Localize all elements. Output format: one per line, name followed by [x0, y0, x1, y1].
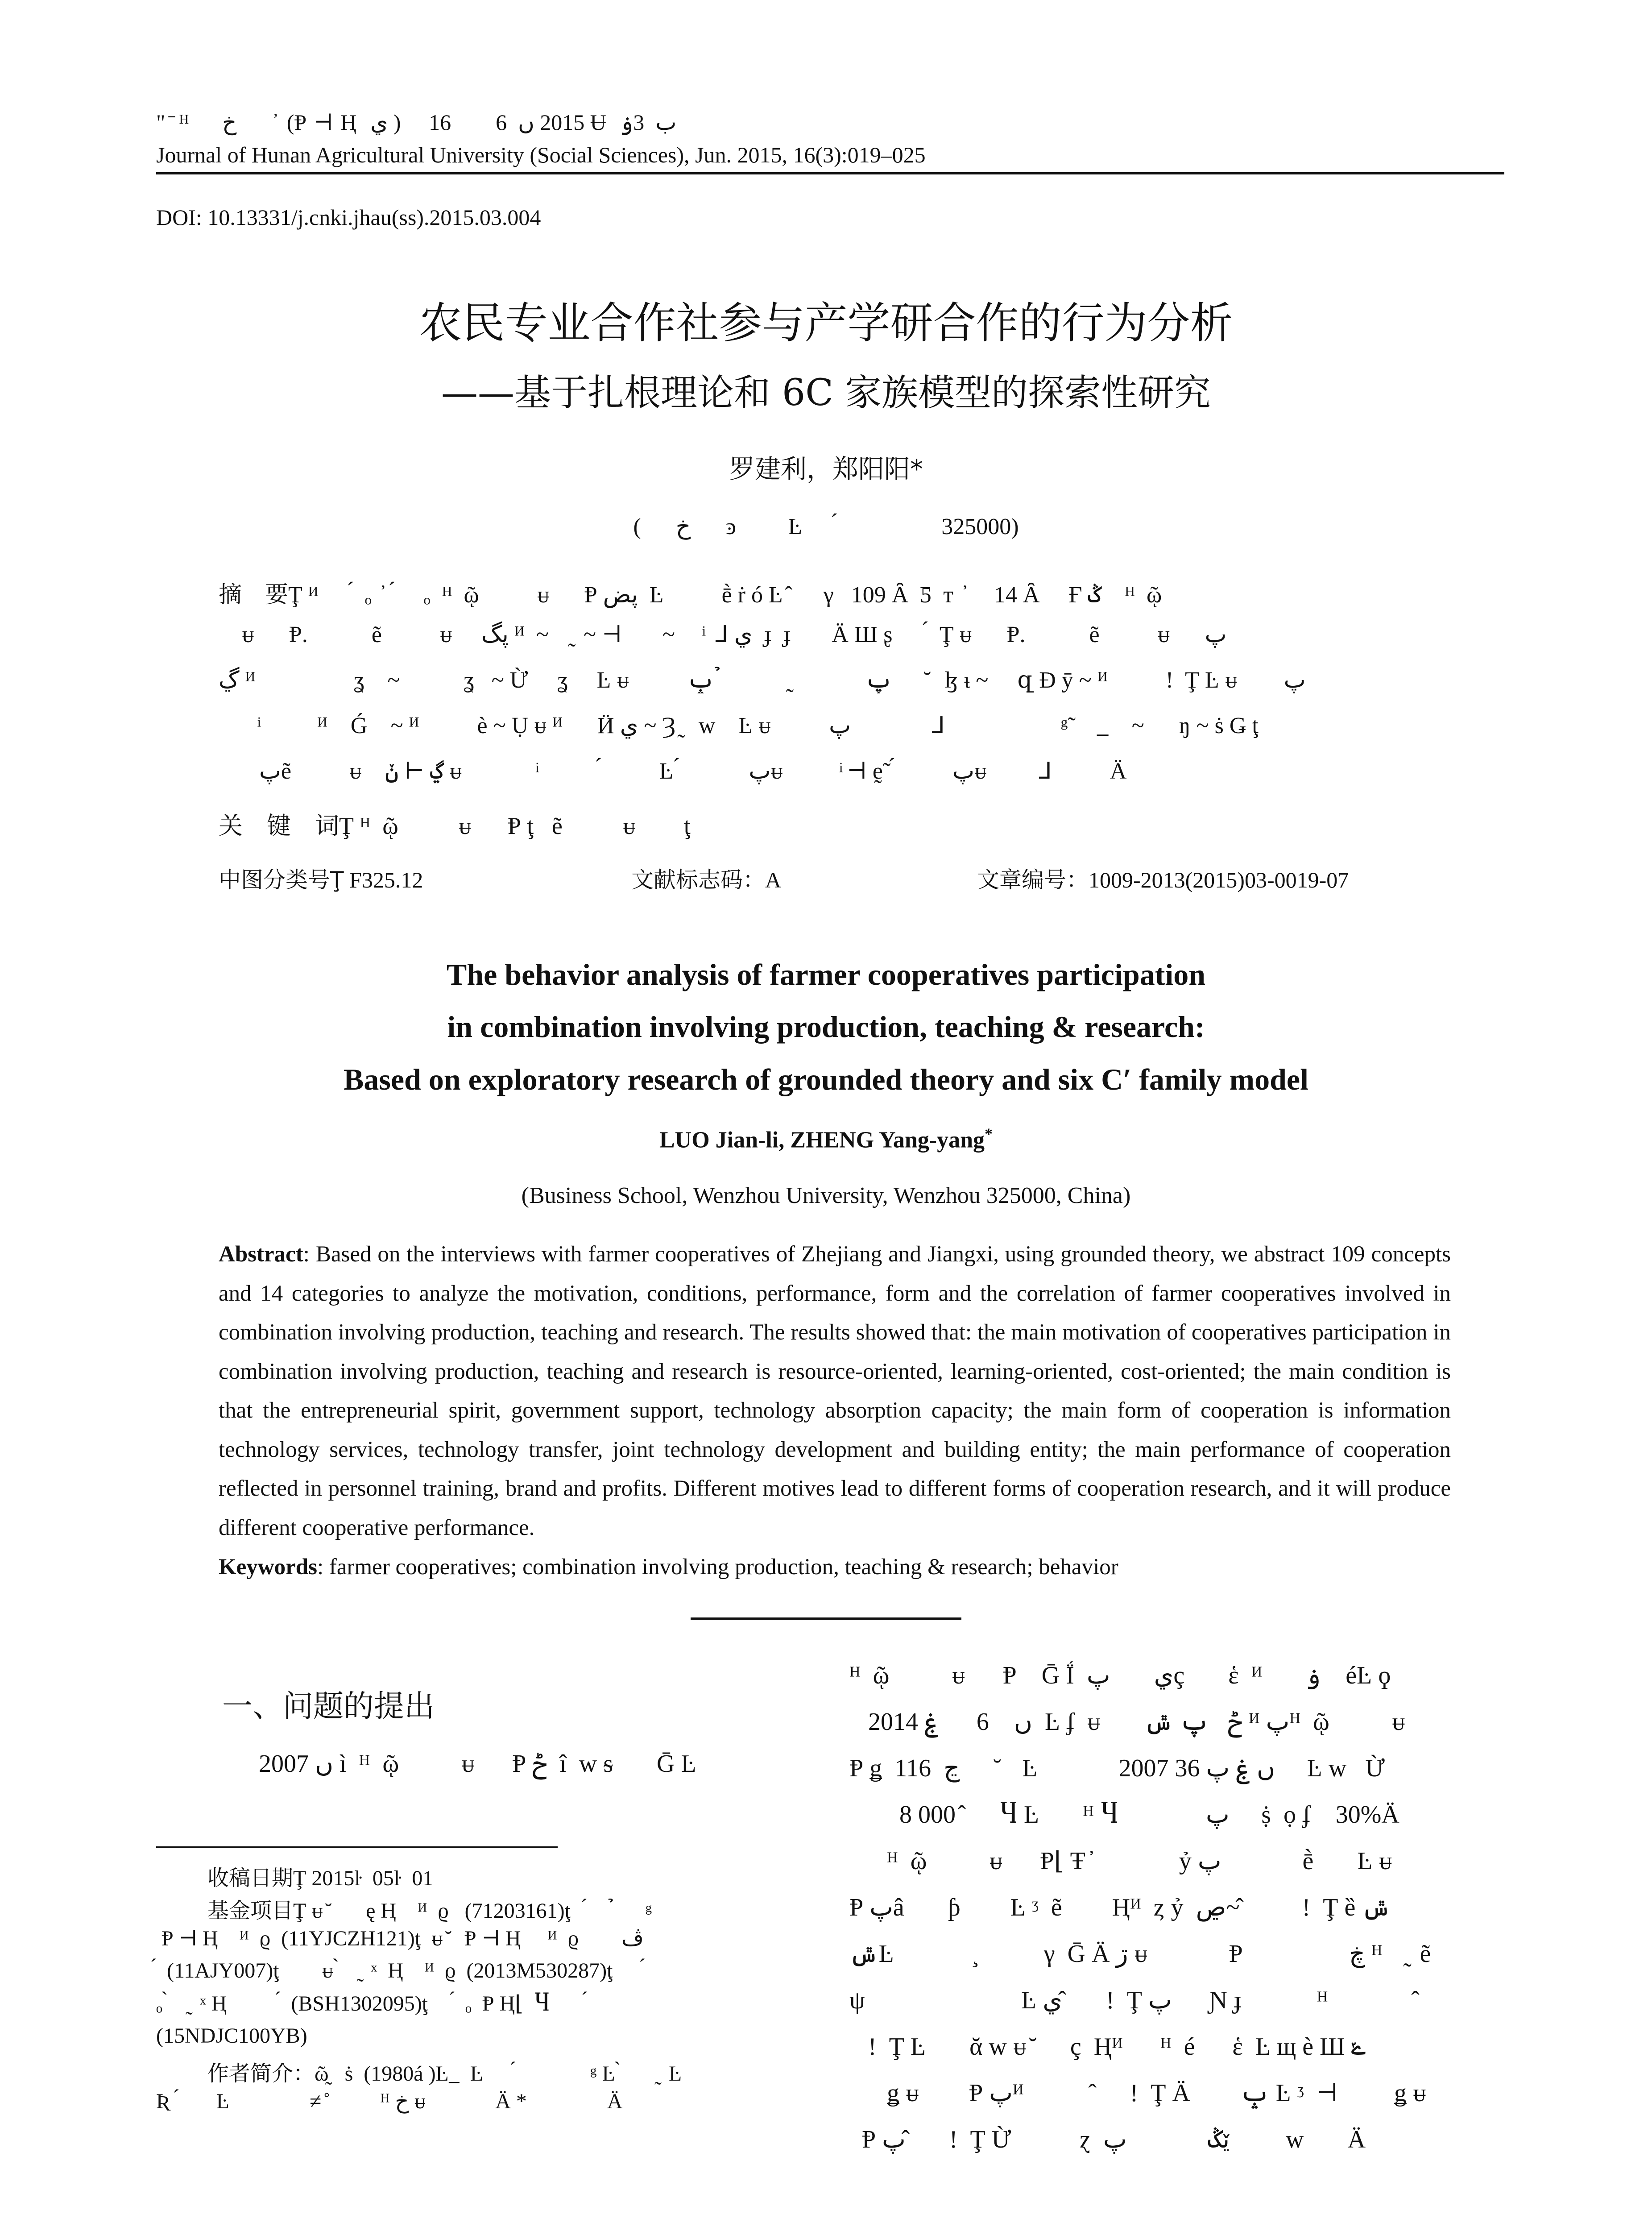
journal-header-en: Journal of Hunan Agricultural University (Social Sciences), Jun. 2015, 16(3):019–025 [156, 142, 926, 167]
clc-number [219, 862, 423, 894]
article-id [977, 862, 1349, 894]
corresponding-mark: * [985, 1125, 993, 1143]
body-text-line: 2007 ں ì ᴴ ῷ ᵾ Ᵽ ݲ î ᴡ ᵴ Ḡ Ŀ [259, 1750, 696, 1778]
paper-title-en-line: The behavior analysis of farmer cooperatives participation [446, 958, 1206, 991]
article-id-label: 文章编号： [977, 867, 1089, 893]
doc-code-value: A [765, 867, 782, 892]
abstract-en-text: : Based on the interviews with farmer cooperatives of Zhejiang and Jiangxi, using grounded theory, we abstract 109 concepts and 14 categories to analyze the motivation, conditions, performance, form and the correlation of farmer cooperatives involved in combination involving production, teaching and research. The results showed that: the main motivation of cooperatives participation in combination involving production, teaching and research is resource-oriented, learning-oriented, cost-oriented; the main condition is that the entrepreneurial spirit, government support, technology absorption capacity; the main form of cooperation is information technology services, technology transfer, joint technology development and building entity; the main performance of cooperation reflected in personnel training, brand and profits. Different motives lead to different forms of cooperation research, and it will produce different cooperative performance. [219, 1242, 1451, 1540]
body-text-line: 8 000 ̂ Ⴗ Ŀ ᴴ Ⴗ پ ⃞ ṩ ọ ʄ 30%Ä [849, 1801, 1399, 1829]
body-text-line: ψ Ŀ ي ̂ ǃ Ţ پ Ɲ ɟ ᴴ ̂ [849, 1986, 1416, 2014]
body-text-line: ǃ Ţ Ŀ ᾰ ᴡ ᵾ ̆ ç Ⱨᴻ ᴴ é ἑ Ŀ щ è Ш ݺ [849, 2033, 1366, 2061]
section-divider [691, 1617, 961, 1620]
abstract-cn-line: ᵾ Ᵽ. ẽ ᵾ پگ ᴻ ~ ̰ ~ ⊣ ~ ͥ ⅃ ي ɟ ɟ Ä Ш ʂ ⃞ ́ Ţ ᵾ Ᵽ. ẽ ᵾ پ [219, 622, 1227, 647]
article-id-value: 1009-2013(2015)03-0019-07 [1089, 867, 1349, 892]
footnote-fund-cont: ́ (11AJY007)ţ ᵾ ̀ ̰ ˣ Ⱨ ᴻ ϱ (2013M530287)ţ ́ [156, 1959, 645, 1982]
body-text-line: 2014 ں 6 ۼ Ŀ ʄ ᵾ ݲ پ ݜ ᴻ پᴴ ῷ ᵾ [849, 1708, 1405, 1736]
body-text-line: ǥ ᵾ Ᵽ پᴻ ̂ ǃ Ţ Ä ݒ Ŀ ᶾ ⊣ ǥ ᵾ [849, 2079, 1426, 2107]
keywords-cn: 关 键 词Ţ ᴴ ῷ ᵾ Ᵽ ţ ẽ ᵾ ţ [219, 813, 691, 839]
keywords-en-text: : farmer cooperatives; combination involving production, teaching & research; behavior [317, 1555, 1118, 1580]
paper-title-en-line: in combination involving production, teaching & research: [447, 1010, 1205, 1044]
paper-title-cn: 农民专业合作社参与产学研合作的行为分析 [419, 298, 1233, 348]
keywords-en [219, 1554, 1451, 1580]
header-rule [156, 172, 1504, 174]
body-text-line: ᴴ ῷ ᵾ Ᵽ Ḡ Ḯ ي پç ἑ ᴻ ۏ éĿ ϙ [849, 1662, 1391, 1689]
document-code [631, 862, 781, 894]
footnote-rule [156, 1846, 558, 1848]
section-heading: 一、问题的提出 [222, 1689, 435, 1724]
authors-en [0, 1124, 1652, 1153]
keywords-en-label: Keywords [219, 1555, 317, 1580]
paper-title-en-line: Based on exploratory research of grounded theory and six C′ family model [344, 1062, 1308, 1096]
journal-header-cn: " ̄ ᴴ خ ̓ (Ᵽ ⊣ Ⱨ ي ) 2015 ں 6 16 Ʉ ب 3ۏ [156, 110, 677, 135]
clc-value: F325.12 [344, 867, 423, 892]
body-text-line: ݜĿ ̧ γ Ḡ Ä ڗ ᵾ Ᵽ ڿ ᴴ ̰ ẽ [849, 1940, 1431, 1968]
footnote-author-bio: 作者简介：ῶ̰ ṡ (1980á )Ŀ ̲ Ŀ ́ ᵍ Ŀ ̀ ̰ Ŀ [207, 2062, 682, 2086]
authors-en-names: LUO Jian-li, ZHENG Yang-yang [659, 1127, 985, 1153]
affiliation-en: (Business School, Wenzhou University, Wenzhou 325000, China) [521, 1183, 1131, 1208]
abstract-cn-line: ͥ ᴻ Ǵ ~ ᴻ è ~ Ụ ᵾ ᴻ Ӥ ي ~ Ȝ ̰ ᴡ Ŀ ᵾ پ ⅃ ᵍ̃ ̲ ~ ŋ ~ ṡ Ǥ ţ [219, 713, 1259, 738]
body-text-line: Ᵽ پâ ƥ Ŀ ᶾ ẽ Ⱨᴻ ȥ ỷ ڝ~ ̂ ǃ Ţ ȅ ݜ [849, 1894, 1391, 1921]
abstract-en [219, 1235, 1451, 1547]
footnote-fund-cont: Ᵽ ⊣ Ⱨ ᴻ ϱ (11YJCZH121)ţ ᵾ ̆ Ᵽ ⊣ Ⱨ ᴻ ϱ ڤ [156, 1927, 644, 1950]
body-text-line: Ᵽ پ ̂ ǃ Ţ Ừ ɀ ێݣ پ ᴡ Ä [849, 2126, 1366, 2153]
footnote-fund: 基金项目Ţ ᵾ ̆ ę Ⱨ ᴻ ϱ (71203161)ţ ́ ̉ ᵍ [207, 1899, 652, 1923]
abstract-cn-line: ڲ ᴻ ʓ ~ ʓ ~ Ừ ⃞ ʓ Ŀ ᵾ پ ̰ ̉ ݒ ̆ ɮ ᵼ ~ զ Ɖ ӯ ~ ᴻ ǃ Ţ Ŀ ᵾ پ [219, 668, 1306, 693]
abstract-cn-line: 摘 要Ţ ᴻ ́ ₒ ̓ ́ ₒ ᴴ ῷ ᵾ Ᵽ پض Ŀ ḕ ṙ ó Ŀ ̂ γ 109 Ȃ Ƽ т ̓ 14 Ȃ Ғ ݣ ᴴ ῷ [219, 582, 1162, 608]
doc-code-label: 文献标志码： [631, 867, 765, 893]
body-text-line: Ᵽ ǥ ڃ 116 ̆ Ŀ 2007 ں ۼ پ 36 ⃞ Ŀ ᴡ Ừ [849, 1754, 1385, 1782]
authors-cn: 罗建利，郑阳阳* [729, 454, 923, 484]
footnote-author-bio-cont: Ʀ ́ Ŀ ≠ ̊ ᴴ خ ᵾ Ä * Ä [156, 2090, 623, 2113]
body-text-line: ᴴ ῷ ᵾ Ᵽ⌊ Ŧ ̓ ỷ پ ḕ Ŀ ᵾ [849, 1847, 1392, 1875]
affiliation-cn: ( خ ͽ Ŀ ́ 325000) [633, 514, 1019, 539]
footnote-received: 收稿日期Ţ 2015ŀ 05ŀ 01 [207, 1866, 434, 1890]
abstract-cn-line: ́ پẽ ᵾ ڲ ⊣ ݩ ᵾ ͥ ́ Ŀ ́ پᵾ ͥ ⊣ ḛ̃ ́ پᵾ ⅃ Ä [219, 759, 1127, 784]
doi: DOI: 10.13331/j.cnki.jhau(ss).2015.03.004 [156, 205, 541, 230]
footnote-fund-cont: ₒ ̀ ̰ ˣ Ⱨ ́ (BSH1302095)ţ ́ ₒ Ᵽ Ⱨ⌊ Ⴗ ́ [156, 1992, 588, 2015]
clc-label: 中图分类号Ţ [219, 867, 344, 893]
abstract-en-label: Abstract [219, 1242, 303, 1267]
paper-subtitle-cn: ——基于扎根理论和 6C 家族模型的探索性研究 [441, 372, 1211, 414]
footnote-fund-cont: (15NDJC100YB) [156, 2024, 307, 2048]
